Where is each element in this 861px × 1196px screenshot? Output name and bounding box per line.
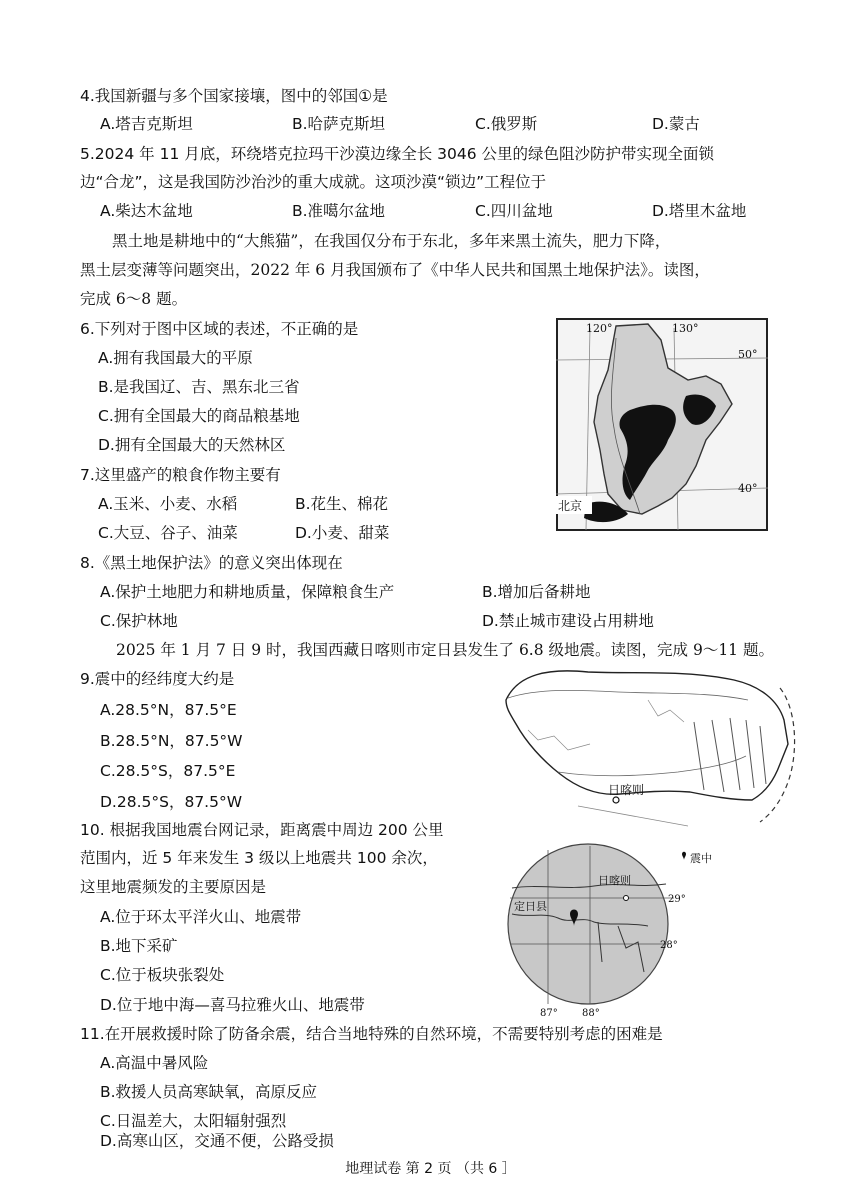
q9-option-b: B.28.5°N，87.5°W (100, 732, 243, 750)
q5-option-d: D.塔里木盆地 (652, 202, 747, 220)
inset-label-lat-28: 28° (660, 940, 678, 951)
inset-label-lat-29: 29° (668, 894, 686, 905)
q4-option-b: B.哈萨克斯坦 (292, 115, 386, 133)
inset-label-lon-87: 87° (540, 1008, 558, 1019)
q5-option-c: C.四川盆地 (475, 202, 553, 220)
q9-stem: 9.震中的经纬度大约是 (80, 670, 235, 688)
inset-label-dingri: 定日县 (514, 900, 547, 913)
q5-stem-line2: 边“合龙”，这是我国防沙治沙的重大成就。这项沙漠“锁边”工程位于 (80, 173, 547, 191)
q6-option-c: C.拥有全国最大的商品粮基地 (98, 407, 300, 425)
page-footer: 地理试卷 第 2 页 （共 6 ］ (345, 1161, 516, 1177)
label-lon-130: 130° (672, 322, 699, 335)
epicenter-inset-map (498, 842, 728, 1020)
q6-option-d: D.拥有全国最大的天然林区 (98, 436, 286, 454)
q7-option-a: A.玉米、小麦、水稻 (98, 495, 238, 513)
q7-option-b: B.花生、棉花 (295, 495, 389, 513)
q6-stem: 6.下列对于图中区域的表述，不正确的是 (80, 320, 359, 338)
legend-epicenter-icon (682, 852, 686, 860)
q11-option-a: A.高温中暑风险 (100, 1054, 209, 1072)
q9-option-c: C.28.5°S，87.5°E (100, 762, 236, 780)
q10-option-c: C.位于板块张裂处 (100, 966, 225, 984)
q6-option-b: B.是我国辽、吉、黑东北三省 (98, 378, 300, 396)
label-beijing: 北京 (558, 499, 583, 513)
inset-circle (508, 844, 668, 1004)
label-lon-120: 120° (586, 322, 613, 335)
q8-option-b: B.增加后备耕地 (482, 583, 591, 601)
label-lat-50: 50° (738, 348, 758, 361)
inset-label-lon-88: 88° (582, 1008, 600, 1019)
q11-option-b: B.救援人员高寒缺氧，高原反应 (100, 1083, 318, 1101)
rikaze-marker (613, 797, 619, 803)
q11-option-c: C.日温差大，太阳辐射强烈 (100, 1112, 287, 1130)
q4-option-d: D.蒙古 (652, 115, 700, 133)
q10-stem-line1: 10. 根据我国地震台网记录，距离震中周边 200 公里 (80, 821, 444, 839)
q10-stem-line2: 范围内，近 5 年来发生 3 级以上地震共 100 余次， (80, 849, 438, 867)
blacksoil-intro-line3: 完成 6～8 题。 (80, 290, 188, 308)
inset-label-rikaze: 日喀则 (598, 874, 631, 887)
leader-line (578, 806, 688, 826)
q8-option-a: A.保护土地肥力和耕地质量，保障粮食生产 (100, 583, 395, 601)
q8-option-d: D.禁止城市建设占用耕地 (482, 612, 654, 630)
q4-option-c: C.俄罗斯 (475, 115, 538, 133)
rikaze-point (624, 896, 629, 901)
q10-option-b: B.地下采矿 (100, 937, 178, 955)
q5-option-a: A.柴达木盆地 (100, 202, 193, 220)
q7-stem: 7.这里盛产的粮食作物主要有 (80, 466, 281, 484)
q6-option-a: A.拥有我国最大的平原 (98, 349, 253, 367)
q4-option-a: A.塔吉克斯坦 (100, 115, 193, 133)
q8-option-c: C.保护林地 (100, 612, 178, 630)
northeast-china-map (556, 318, 768, 531)
q5-stem-line1: 5.2024 年 11 月底，环绕塔克拉玛干沙漠边缘全长 3046 公里的绿色阻沙防护带实现全面锁 (80, 145, 715, 163)
tibet-map (498, 660, 800, 850)
blacksoil-intro-line1: 黑土地是耕地中的“大熊猫”，在我国仅分布于东北，多年来黑土流失，肥力下降， (112, 232, 671, 250)
blacksoil-intro-line2: 黑土层变薄等问题突出，2022 年 6 月我国颁布了《中华人民共和国黑土地保护法》。读图， (80, 261, 710, 279)
q10-option-d: D.位于地中海—喜马拉雅火山、地震带 (100, 996, 365, 1014)
quake-intro: 2025 年 1 月 7 日 9 时，我国西藏日喀则市定日县发生了 6.8 级地震。读图，完成 9～11 题。 (116, 641, 774, 659)
tibet-plateau-outline (506, 671, 788, 800)
q7-option-d: D.小麦、甜菜 (295, 524, 390, 542)
q10-option-a: A.位于环太平洋火山、地震带 (100, 908, 302, 926)
q8-stem: 8.《黑土地保护法》的意义突出体现在 (80, 554, 343, 572)
q11-option-d: D.高寒山区，交通不便，公路受损 (100, 1132, 334, 1150)
legend-epicenter-label: 震中 (690, 852, 712, 865)
q9-option-d: D.28.5°S，87.5°W (100, 793, 243, 811)
label-lat-40: 40° (738, 482, 758, 495)
q11-stem: 11.在开展救援时除了防备余震，结合当地特殊的自然环境，不需要特别考虑的困难是 (80, 1025, 663, 1043)
label-rikaze: 日喀则 (608, 783, 645, 797)
q7-option-c: C.大豆、谷子、油菜 (98, 524, 238, 542)
q10-stem-line3: 这里地震频发的主要原因是 (80, 878, 267, 896)
q9-option-a: A.28.5°N，87.5°E (100, 701, 237, 719)
q5-option-b: B.准噶尔盆地 (292, 202, 386, 220)
q4-stem: 4.我国新疆与多个国家接壤，图中的邻国①是 (80, 87, 388, 105)
